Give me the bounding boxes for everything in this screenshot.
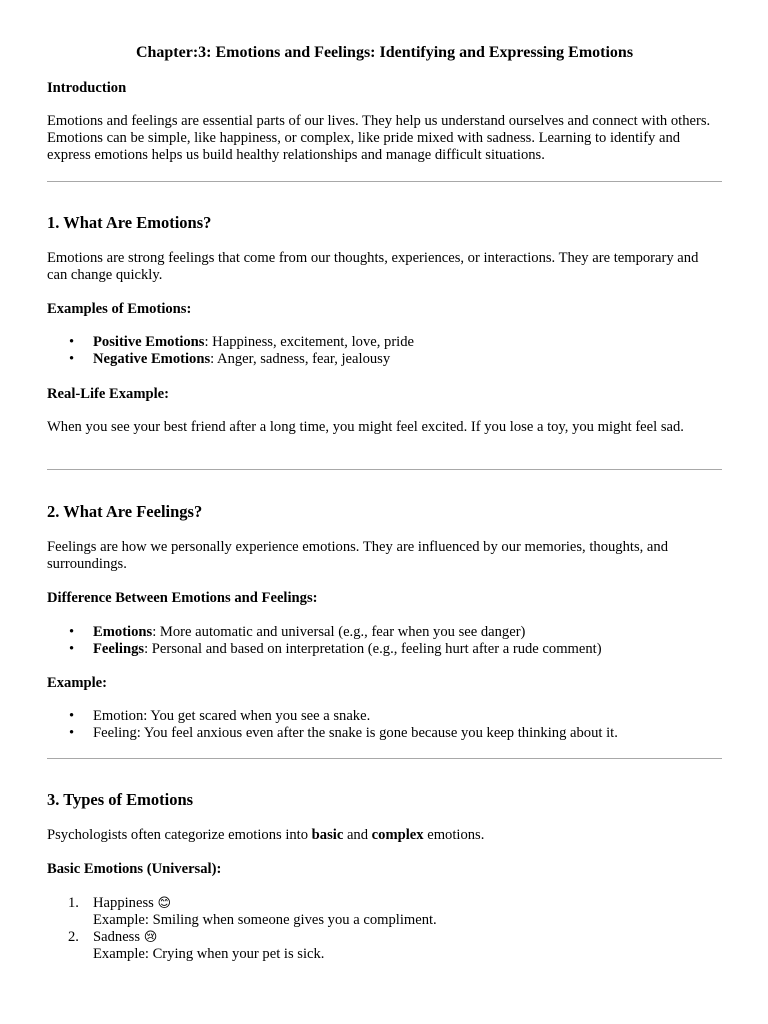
intro-paragraph: Emotions and feelings are essential parts of our lives. They help us understand ourselves and connect with others. Emotions can be simple, like happiness, or complex, like pride mixed with sadness. Learning to identify and express emotions helps us build healthy relationships and manage difficult situations. [47, 113, 711, 163]
list-item [47, 351, 722, 368]
intro-heading: Introduction [47, 80, 127, 96]
chapter-title: Chapter:3: Emotions and Feelings: Identifying and Expressing Emotions [135, 44, 634, 61]
text-segment: emotions. [423, 827, 485, 843]
complex-term: complex [371, 827, 424, 843]
list-item [47, 929, 722, 963]
emotion-example: Example: Smiling when someone gives you a compliment. [93, 912, 437, 928]
list-item [47, 725, 722, 742]
basic-term: basic [311, 827, 344, 843]
section-2-paragraph: Feelings are how we personally experience emotions. They are influenced by our memories, thoughts, and surroundings. [47, 539, 668, 572]
item-text: Feeling: You feel anxious even after the snake is gone because you keep thinking about it. [93, 725, 618, 741]
item-term: Emotions [93, 624, 153, 640]
section-2-heading: 2. What Are Feelings? [47, 502, 203, 521]
item-number: 2. [68, 929, 79, 945]
divider-2 [47, 469, 722, 470]
section-3-paragraph [47, 827, 722, 844]
list-item [47, 641, 722, 658]
list-item [47, 624, 722, 641]
bullet-icon: • [69, 351, 75, 367]
list-item [47, 895, 722, 929]
examples-of-emotions-label: Examples of Emotions: [47, 301, 192, 317]
divider-1 [47, 181, 722, 182]
item-number: 1. [68, 895, 79, 911]
section-1-heading: 1. What Are Emotions? [47, 213, 212, 232]
item-term: Feelings [93, 641, 145, 657]
difference-list [47, 624, 722, 658]
bullet-icon: • [69, 725, 75, 741]
section-3-heading: 3. Types of Emotions [47, 790, 194, 809]
real-life-example-text: When you see your best friend after a long time, you might feel excited. If you lose a toy, you might feel sad. [47, 419, 684, 435]
basic-emotions-label: Basic Emotions (Universal): [47, 861, 222, 877]
bullet-icon: • [69, 708, 75, 724]
bullet-icon: • [69, 334, 75, 350]
real-life-example-label: Real-Life Example: [47, 386, 169, 402]
smiling-face-icon: 😊 [157, 896, 172, 911]
divider-3 [47, 758, 722, 759]
text-segment: Psychologists often categorize emotions into [47, 827, 312, 843]
item-detail: : More automatic and universal (e.g., fear when you see danger) [152, 624, 526, 640]
text-segment: and [343, 827, 372, 843]
bullet-icon: • [69, 624, 75, 640]
item-term: Negative Emotions [93, 351, 211, 367]
item-term: Positive Emotions [93, 334, 205, 350]
difference-label: Difference Between Emotions and Feelings: [47, 590, 318, 606]
crying-face-icon: 😢 [143, 930, 158, 945]
item-detail: : Anger, sadness, fear, jealousy [210, 351, 391, 367]
item-detail: : Personal and based on interpretation (e.g., feeling hurt after a rude comment) [144, 641, 602, 657]
section-1-paragraph: Emotions are strong feelings that come from our thoughts, experiences, or interactions. They are temporary and can change quickly. [47, 250, 699, 283]
emotion-name: Happiness [93, 895, 154, 911]
emotion-examples-list [47, 334, 722, 368]
example-list [47, 708, 722, 742]
bullet-icon: • [69, 641, 75, 657]
emotion-name: Sadness [93, 929, 141, 945]
list-item [47, 708, 722, 725]
basic-emotions-list [47, 895, 722, 963]
example-label: Example: [47, 675, 107, 691]
list-item [47, 334, 722, 351]
emotion-example: Example: Crying when your pet is sick. [93, 946, 325, 962]
item-text: Emotion: You get scared when you see a snake. [93, 708, 371, 724]
item-detail: : Happiness, excitement, love, pride [204, 334, 415, 350]
